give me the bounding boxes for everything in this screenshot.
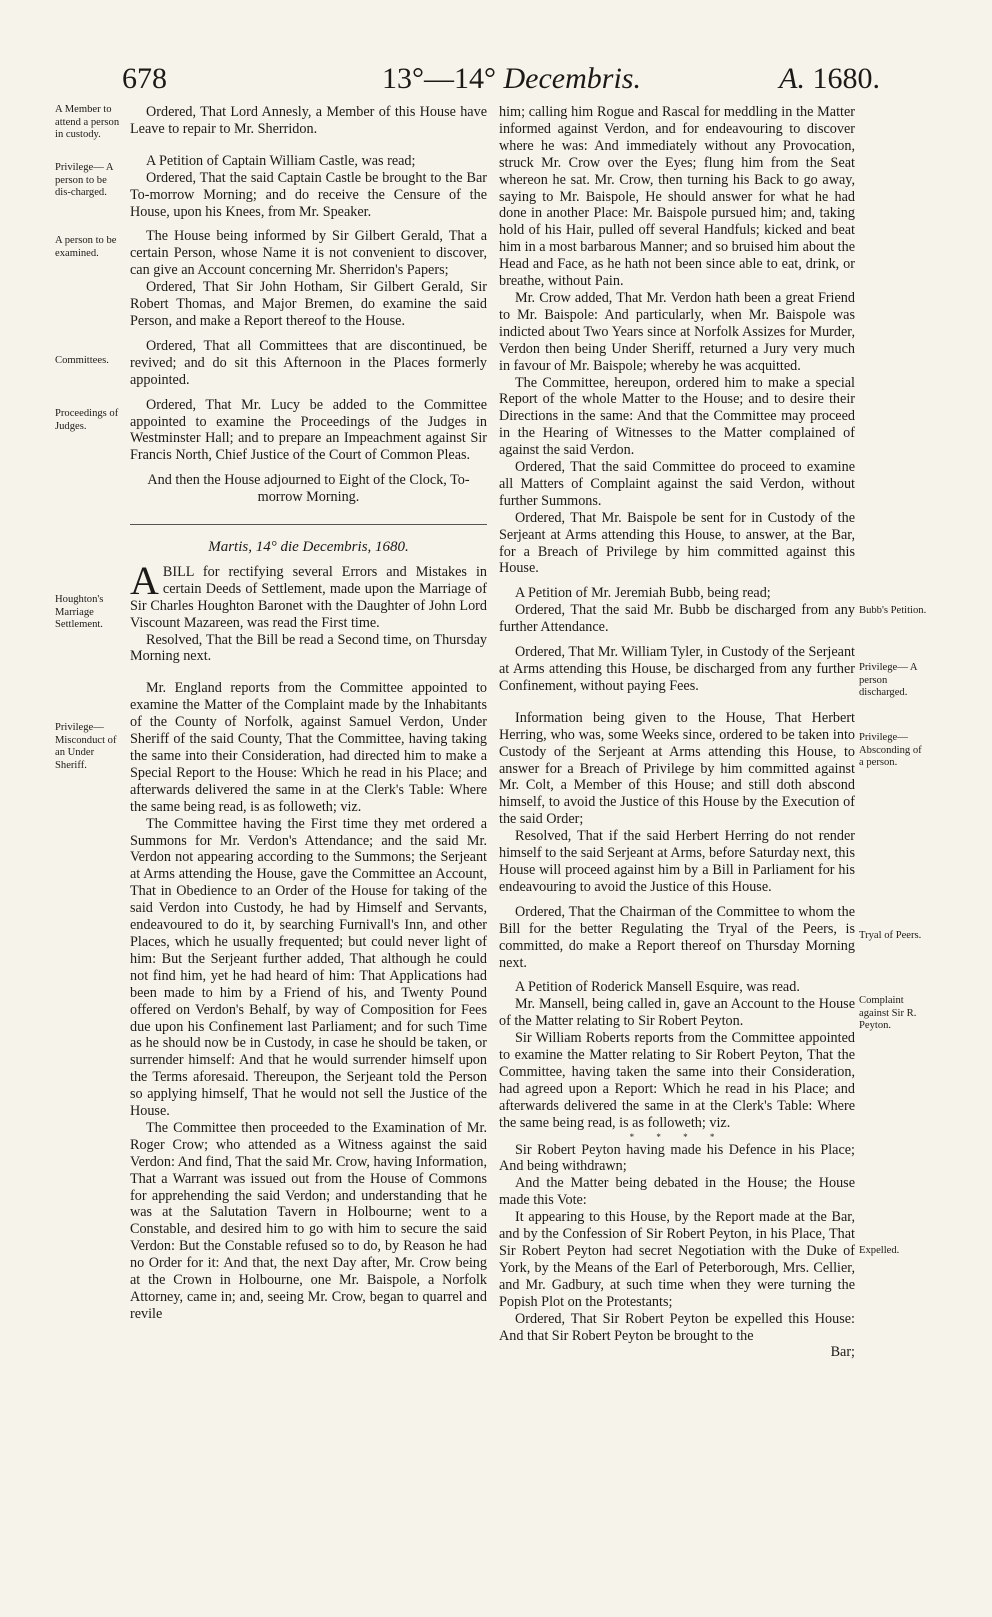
- header-date: [382, 62, 641, 96]
- adjournment: And then the House adjourned to Eight of the Clock, To-morrow Morning.: [147, 472, 470, 506]
- paragraph: Ordered, That Mr. William Tyler, in Custody of the Serjeant at Arms attending this House, be discharged from any further Confinement, without paying Fees.: [499, 644, 855, 694]
- omission-stars: * * * *: [629, 1131, 725, 1142]
- margin-note: Tryal of Peers.: [859, 930, 922, 941]
- header-year: [779, 62, 880, 96]
- page-number: 678: [122, 62, 167, 95]
- paragraph: Ordered, That the said Captain Castle be brought to the Bar To-morrow Morning; and do receive the Censure of the House, upon his Knees, from Mr. Speaker.: [130, 169, 487, 220]
- paragraph: Ordered, That Sir Robert Peyton be expelled this House: And that Sir Robert Peyton be brought to the: [499, 1310, 855, 1344]
- header-month: Decembris.: [503, 62, 641, 95]
- margin-note: Committees.: [55, 355, 109, 366]
- margin-note: Proceedings of Judges.: [55, 408, 119, 432]
- paragraph: Ordered, That Sir John Hotham, Sir Gilbert Gerald, Sir Robert Thomas, and Major Bremen, do examine the said Person, and make a Report thereof to the House.: [130, 279, 487, 329]
- paragraph: Ordered, That Lord Annesly, a Member of this House have Leave to repair to Mr. Sherridon.: [130, 104, 487, 137]
- paragraph: Mr. England reports from the Committee appointed to examine the Matter of the Complaint made by the Inhabitants of the County of Norfolk, against Samuel Verdon, Under Sheriff of the said County, That the Committee, having taking the same into their Consideration, had directed him to make a Special Report to the House: Which he read in his Place; and afterwards delivered the same in at the Clerk's Table: Where the same being read, is as followeth; viz.: [130, 680, 487, 815]
- column-left: [130, 104, 487, 1323]
- paragraph: Ordered, That Mr. Baispole be sent for in Custody of the Serjeant at Arms attending this House, to answer, at the Bar, for a Breach of Privilege by him committed against this House.: [499, 509, 855, 577]
- margin-note: A person to be examined.: [55, 235, 117, 259]
- paragraph: Mr. Mansell, being called in, gave an Account to the House of the Matter relating to Sir Robert Peyton.: [499, 996, 855, 1030]
- paragraph: The House being informed by Sir Gilbert Gerald, That a certain Person, whose Name it is not convenient to discover, can give an Account concerning Mr. Sherridon's Papers;: [130, 228, 487, 279]
- paragraph: Resolved, That if the said Herbert Herring do not render himself to the said Serjeant at Arms, before Saturday next, this House will proceed against him by a Bill in Parliament for his endeavouring to avoid the Justice of this House.: [499, 828, 855, 895]
- paragraph: Ordered, That the said Committee do proceed to examine all Matters of Complaint against the said Verdon, without further Summons.: [499, 459, 855, 509]
- day-heading: Martis, 14° die Decembris, 1680.: [208, 539, 409, 556]
- paragraph: Information being given to the House, That Herbert Herring, who was, some Weeks since, ordered to be taken into Custody of the Serjeant at Arms attending this House, to answer for a Breach of Privilege by him committed against Mr. Colt, a Member of this House; and still doth abscond himself, to avoid the Justice of this House by the Execution of the said Order;: [499, 709, 855, 828]
- margin-note: Houghton's Marriage Settlement.: [55, 594, 104, 630]
- header-year-value: 1680.: [812, 62, 880, 95]
- paragraph: The Committee having the First time they met ordered a Summons for Mr. Verdon's Attendance; and the said Mr. Verdon not appearing according to the Summons; the Serjeant at Arms attending the House, gave the Committee an Account, That in Obedience to an Order of the House for taking of the said Verdon into Custody, he had by Himself and Servants, endeavoured to do it, by searching Furnivall's Inn, and other Places, which he usually frequented; but could never light of him: But the Serjeant further added, That although he could not find him, yet he had heard of him: That Applications had been made to him by a Friend of his, and Twenty Pound offered on Verdon's Behalf, by way of Composition for Fees due upon his Confinement last Parliament; and for such Time as he should now be in Custody, in case he should be taken, or surrender himself: And that he would surrender himself upon the Terms aforesaid. Thereupon, the Serjeant told the Person so applying himself, That he would not sell the Justice of the House.: [130, 815, 487, 1120]
- paragraph: A Petition of Roderick Mansell Esquire, was read.: [515, 979, 800, 996]
- paragraph: [130, 557, 487, 632]
- paragraph: Ordered, That Mr. Lucy be added to the Committee appointed to examine the Proceedings of the Judges in Westminster Hall; and to prepare an Impeachment against Sir Francis North, Chief Justice of the Court of Common Pleas.: [130, 396, 487, 464]
- page-header: [120, 60, 880, 108]
- margin-note: Privilege— A person to be dis-charged.: [55, 162, 113, 198]
- bill-text: BILL for rectifying several Errors and Mistakes in certain Deeds of Settlement, made upon the Marriage of Sir Charles Houghton Baronet with the Daughter of John Lord Viscount Mazareen, was read the First time.: [130, 563, 487, 631]
- paragraph: The Committee then proceeded to the Examination of Mr. Roger Crow; who attended as a Witness against the said Verdon: And find, That the said Mr. Crow, having Information, That a Warrant was issued out from the House of Commons for apprehending the said Verdon; and understanding that he was at the Salutation Tavern in Holbourne; went to a Constable, and desired him to go with him to secure the said Verdon: But the Constable refused so to do, by Reason he had no Order for it: And that, the next Day after, Mr. Crow being at the Crown in Holbourne, one Mr. Baispole, a Norfolk Attorney, came in; and, seeing Mr. Crow, began to quarrel and revile: [130, 1119, 487, 1322]
- paragraph: Sir Robert Peyton having made his Defence in his Place; And being withdrawn;: [499, 1141, 855, 1175]
- paragraph: A Petition of Captain William Castle, was read;: [146, 152, 416, 169]
- paragraph: Sir William Roberts reports from the Committee appointed to examine the Matter relating to Sir Robert Peyton, That the Committee, having taken the same into their Consideration, had agreed upon a Report: Which he read in his Place; and afterwards delivered the same in at the Clerk's Table: Where the same being read, is as followeth; viz.: [499, 1030, 855, 1131]
- header-date-range: 13°—14°: [382, 62, 496, 95]
- paragraph: It appearing to this House, by the Report made at the Bar, and by the Confession of Sir Robert Peyton, in his Place, That Sir Robert Peyton had secret Negotiation with the Duke of York, by the Means of the Earl of Peterborough, Mrs. Cellier, and Mr. Gadbury, at such time when they were turning the Popish Plot on the Protestants;: [499, 1209, 855, 1310]
- margin-note: Privilege— Misconduct of an Under Sheriff.: [55, 722, 117, 771]
- header-year-prefix: A.: [779, 62, 805, 95]
- paragraph: A Petition of Mr. Jeremiah Bubb, being read;: [515, 585, 771, 602]
- margin-note: Privilege— A person discharged.: [859, 662, 917, 698]
- margin-note: Privilege— Absconding of a person.: [859, 732, 922, 768]
- paragraph: him; calling him Rogue and Rascal for meddling in the Matter informed against Verdon, and for endeavouring to discover where he was: And immediately without any Provocation, struck Mr. Crow over the Eyes; flung him from the Seat whereon he sat. Mr. Crow, then turning his Back to go away, saying to Mr. Baispole, He should answer for what he had done in another Place: Mr. Baispole pursued him; and, taking hold of his Hair, pulled off several Handfuls; kicked and beat him in a most barbarous Manner; and so bruised him about the Head and Face, as he hath not been since able to eat, drink, or breathe, without Pain.: [499, 104, 855, 290]
- paragraph: The Committee, hereupon, ordered him to make a special Report of the whole Matter to the House; and to desire their Directions in the same: And that the Committee may proceed in the Hearing of Witnesses to the Matter complained of against the said Verdon.: [499, 374, 855, 459]
- margin-note: Bubb's Petition.: [859, 605, 927, 616]
- paragraph: Ordered, That the Chairman of the Committee to whom the Bill for the better Regulating the Tryal of the Peers, is committed, do make a Report thereof on Thursday Morning next.: [499, 903, 855, 971]
- paragraph: And the Matter being debated in the House; the House made this Vote:: [499, 1175, 855, 1209]
- drop-cap: A: [130, 557, 159, 603]
- paragraph: Ordered, That all Committees that are discontinued, be revived; and do sit this Afternoon in the Places formerly appointed.: [130, 337, 487, 388]
- paragraph: Mr. Crow added, That Mr. Verdon hath been a great Friend to Mr. Baispole: And particularly, when Mr. Baispole was indicted about Two Years since at Norfolk Assizes for Murder, Verdon then being Under Sheriff, returned a Jury very much in favour of Mr. Baispole; whereby he was acquitted.: [499, 289, 855, 374]
- column-right: [499, 104, 855, 1361]
- margin-note: Complaint against Sir R. Peyton.: [859, 995, 917, 1031]
- section-rule: [130, 524, 487, 525]
- catchword: Bar;: [830, 1344, 855, 1361]
- paragraph: Resolved, That the Bill be read a Second time, on Thursday Morning next.: [130, 631, 487, 665]
- margin-note: Expelled.: [859, 1245, 900, 1256]
- paragraph: Ordered, That the said Mr. Bubb be discharged from any further Attendance.: [499, 602, 855, 636]
- margin-note: A Member to attend a person in custody.: [55, 104, 120, 140]
